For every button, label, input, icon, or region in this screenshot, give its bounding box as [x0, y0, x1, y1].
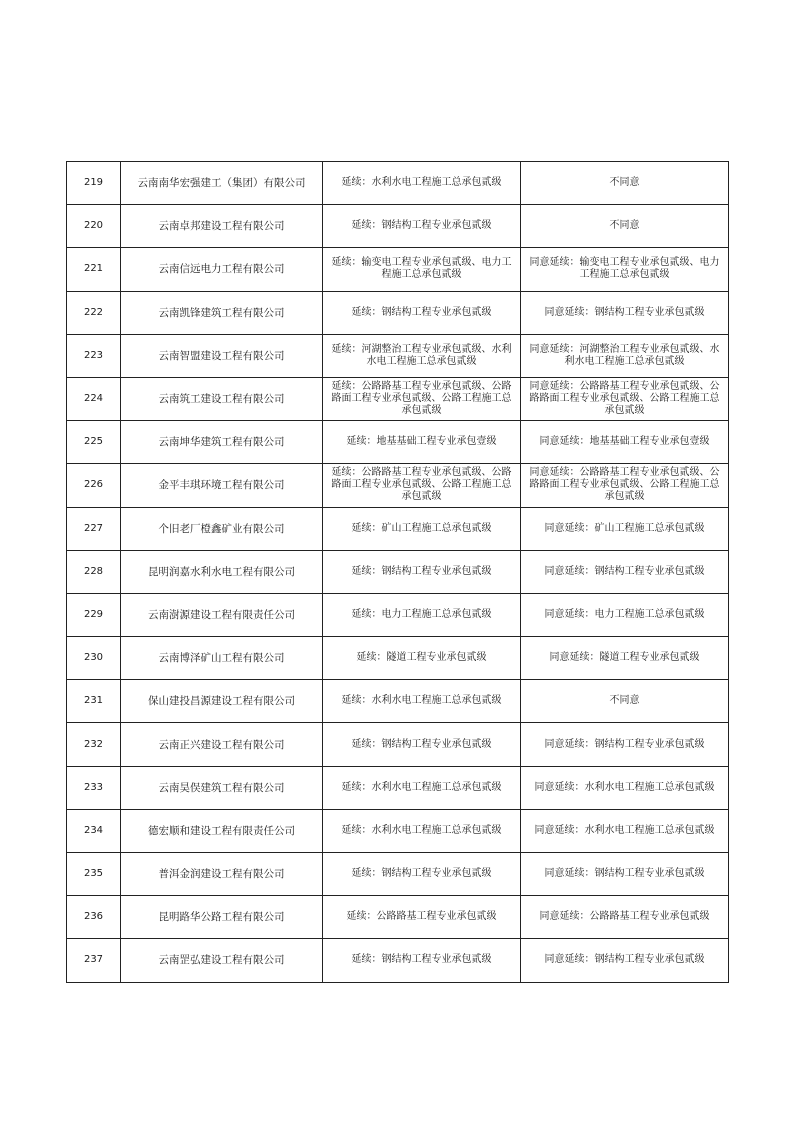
table-row: [67, 421, 729, 464]
table-row: [67, 939, 729, 982]
row-number: 229: [67, 593, 121, 636]
row-number: 226: [67, 464, 121, 507]
application-item: 延续：水利水电工程施工总承包贰级: [323, 680, 521, 723]
company-name: 云南筑工建设工程有限公司: [121, 377, 323, 420]
review-result: 同意延续：钢结构工程专业承包贰级: [521, 723, 729, 766]
table-row: [67, 377, 729, 420]
table-row: [67, 507, 729, 550]
table-row: [67, 550, 729, 593]
review-result: 同意延续：公路路基工程专业承包贰级: [521, 896, 729, 939]
table-row: [67, 853, 729, 896]
company-name: 云南坤华建筑工程有限公司: [121, 421, 323, 464]
table-row: [67, 680, 729, 723]
table-row: [67, 637, 729, 680]
table-row: [67, 593, 729, 636]
table-row: [67, 248, 729, 291]
row-number: 223: [67, 334, 121, 377]
row-number: 235: [67, 853, 121, 896]
review-result: 同意延续：矿山工程施工总承包贰级: [521, 507, 729, 550]
application-item: 延续：水利水电工程施工总承包贰级: [323, 809, 521, 852]
table-row: [67, 896, 729, 939]
table-row: [67, 162, 729, 205]
application-item: 延续：河湖整治工程专业承包贰级、水利水电工程施工总承包贰级: [323, 334, 521, 377]
row-number: 234: [67, 809, 121, 852]
table-row: [67, 464, 729, 507]
row-number: 237: [67, 939, 121, 982]
table-row: [67, 723, 729, 766]
application-item: 延续：钢结构工程专业承包贰级: [323, 939, 521, 982]
review-result: 同意延续：隧道工程专业承包贰级: [521, 637, 729, 680]
row-number: 221: [67, 248, 121, 291]
review-result: 同意延续：输变电工程专业承包贰级、电力工程施工总承包贰级: [521, 248, 729, 291]
table-row: [67, 205, 729, 248]
company-name: 云南昊俣建筑工程有限公司: [121, 766, 323, 809]
review-result: 不同意: [521, 205, 729, 248]
company-name: 云南博泽矿山工程有限公司: [121, 637, 323, 680]
company-name: 个旧老厂橙鑫矿业有限公司: [121, 507, 323, 550]
company-name: 云南凯锋建筑工程有限公司: [121, 291, 323, 334]
row-number: 227: [67, 507, 121, 550]
application-item: 延续：钢结构工程专业承包贰级: [323, 205, 521, 248]
row-number: 231: [67, 680, 121, 723]
application-item: 延续：钢结构工程专业承包贰级: [323, 291, 521, 334]
row-number: 220: [67, 205, 121, 248]
row-number: 230: [67, 637, 121, 680]
application-item: 延续：公路路基工程专业承包贰级: [323, 896, 521, 939]
company-name: 云南正兴建设工程有限公司: [121, 723, 323, 766]
review-result: 同意延续：公路路基工程专业承包贰级、公路路面工程专业承包贰级、公路工程施工总承包贰级: [521, 464, 729, 507]
review-result: 同意延续：电力工程施工总承包贰级: [521, 593, 729, 636]
company-name: 昆明润嘉水利水电工程有限公司: [121, 550, 323, 593]
review-result: 同意延续：河湖整治工程专业承包贰级、水利水电工程施工总承包贰级: [521, 334, 729, 377]
row-number: 233: [67, 766, 121, 809]
table-row: [67, 291, 729, 334]
application-item: 延续：水利水电工程施工总承包贰级: [323, 766, 521, 809]
review-result: 不同意: [521, 162, 729, 205]
qualification-renewal-table: [66, 161, 729, 983]
application-item: 延续：矿山工程施工总承包贰级: [323, 507, 521, 550]
application-item: 延续：公路路基工程专业承包贰级、公路路面工程专业承包贰级、公路工程施工总承包贰级: [323, 464, 521, 507]
company-name: 普洱金润建设工程有限公司: [121, 853, 323, 896]
company-name: 云南智盟建设工程有限公司: [121, 334, 323, 377]
application-item: 延续：电力工程施工总承包贰级: [323, 593, 521, 636]
company-name: 德宏顺和建设工程有限责任公司: [121, 809, 323, 852]
table-row: [67, 334, 729, 377]
row-number: 222: [67, 291, 121, 334]
application-item: 延续：地基基础工程专业承包壹级: [323, 421, 521, 464]
row-number: 225: [67, 421, 121, 464]
company-name: 金平丰琪环境工程有限公司: [121, 464, 323, 507]
review-result: 同意延续：公路路基工程专业承包贰级、公路路面工程专业承包贰级、公路工程施工总承包贰级: [521, 377, 729, 420]
row-number: 224: [67, 377, 121, 420]
review-result: 同意延续：地基基础工程专业承包壹级: [521, 421, 729, 464]
application-item: 延续：输变电工程专业承包贰级、电力工程施工总承包贰级: [323, 248, 521, 291]
review-result: 同意延续：钢结构工程专业承包贰级: [521, 853, 729, 896]
application-item: 延续：钢结构工程专业承包贰级: [323, 723, 521, 766]
application-item: 延续：钢结构工程专业承包贰级: [323, 550, 521, 593]
application-item: 延续：隧道工程专业承包贰级: [323, 637, 521, 680]
review-result: 同意延续：水利水电工程施工总承包贰级: [521, 809, 729, 852]
company-name: 云南信远电力工程有限公司: [121, 248, 323, 291]
company-name: 云南罡弘建设工程有限公司: [121, 939, 323, 982]
application-item: 延续：公路路基工程专业承包贰级、公路路面工程专业承包贰级、公路工程施工总承包贰级: [323, 377, 521, 420]
review-result: 不同意: [521, 680, 729, 723]
row-number: 236: [67, 896, 121, 939]
table-row: [67, 766, 729, 809]
review-result: 同意延续：水利水电工程施工总承包贰级: [521, 766, 729, 809]
review-result: 同意延续：钢结构工程专业承包贰级: [521, 939, 729, 982]
application-item: 延续：水利水电工程施工总承包贰级: [323, 162, 521, 205]
review-result: 同意延续：钢结构工程专业承包贰级: [521, 550, 729, 593]
company-name: 云南卓邦建设工程有限公司: [121, 205, 323, 248]
company-name: 云南南华宏强建工（集团）有限公司: [121, 162, 323, 205]
company-name: 云南澍源建设工程有限责任公司: [121, 593, 323, 636]
row-number: 232: [67, 723, 121, 766]
review-result: 同意延续：钢结构工程专业承包贰级: [521, 291, 729, 334]
row-number: 228: [67, 550, 121, 593]
company-name: 昆明路华公路工程有限公司: [121, 896, 323, 939]
row-number: 219: [67, 162, 121, 205]
table-row: [67, 809, 729, 852]
application-item: 延续：钢结构工程专业承包贰级: [323, 853, 521, 896]
company-name: 保山建投昌源建设工程有限公司: [121, 680, 323, 723]
